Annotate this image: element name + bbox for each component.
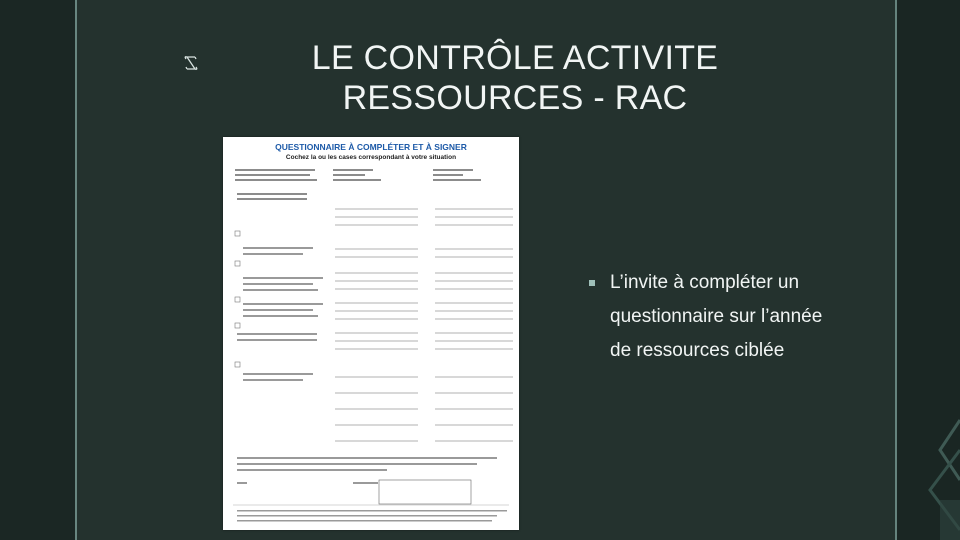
questionnaire-title: QUESTIONNAIRE À COMPLÉTER ET À SIGNER [275, 142, 467, 152]
questionnaire-image [223, 137, 519, 530]
left-band [0, 0, 75, 540]
z-icon [183, 55, 199, 71]
questionnaire-subtitle: Cochez la ou les cases correspondant à votre situation [285, 154, 457, 161]
slide-title [270, 38, 760, 118]
corner-decoration [900, 400, 960, 540]
square-bullet-icon [588, 279, 596, 287]
questionnaire-form-graphic [223, 137, 519, 530]
right-divider-line [895, 0, 897, 540]
bullet-text: L’invite à compléter un questionnaire sur l’année de ressources ciblée [610, 272, 823, 361]
left-divider-line [75, 0, 77, 540]
title-line-2: RESSOURCES - RAC [342, 79, 688, 117]
title-line-1: LE CONTRÔLE ACTIVITE [311, 39, 719, 77]
